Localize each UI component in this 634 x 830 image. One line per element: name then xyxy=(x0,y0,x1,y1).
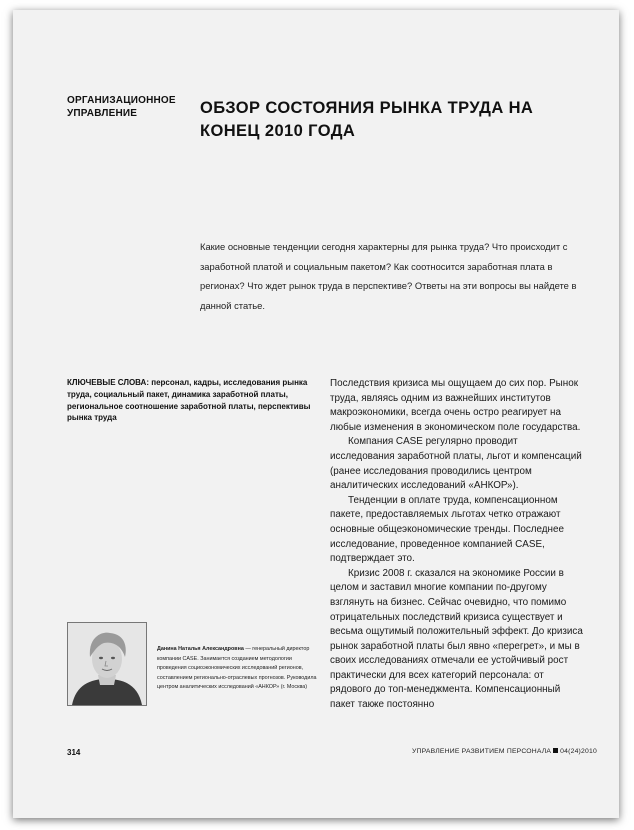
article-lead: Какие основные тенденции сегодня характерны для рынка труда? Что происходит с заработной платой и социальным пакетом? Как соотносится заработная плата в регионах? Что ждет рынок труда в перспективе? Ответы на эти вопросы вы найдете в данной статье. xyxy=(200,241,577,311)
author-description: — генеральный директор компании CASE. Занимается созданием методологии проведения социоэкономических исследований регионов, составлением регионально-отраслевых прогнозов. Руководила центром аналитических исследований «АНКОР» (г. Москва) xyxy=(157,646,317,690)
article-body xyxy=(330,377,584,713)
body-paragraph: Тенденции в оплате труда, компенсационном пакете, предоставляемых льготах четко отражают основные общеэкономические тренды. Последнее исследование, проведенное компанией CASE, подтверждает это. xyxy=(330,494,564,565)
body-paragraph: Последствия кризиса мы ощущаем до сих пор. Рынок труда, являясь одним из важнейших институтов макроэкономики, всегда очень остро реагирует на любые изменения в экономическом поле государства. xyxy=(330,378,581,433)
author-portrait-image xyxy=(68,623,146,705)
article-title: ОБЗОР СОСТОЯНИЯ РЫНКА ТРУДА НА КОНЕЦ 2010 ГОДА xyxy=(200,99,534,140)
journal-name: УПРАВЛЕНИЕ РАЗВИТИЕМ ПЕРСОНАЛА xyxy=(412,748,552,755)
page-number: 314 xyxy=(67,748,81,757)
author-photo xyxy=(67,622,147,706)
footer-journal xyxy=(412,748,597,755)
body-paragraph: Кризис 2008 г. сказался на экономике России в целом и заставил многие компании по-другому взглянуть на бизнес. Сейчас очевидно, что помимо отрицательных последствий кризиса существует и весьма ощутимый положительный эффект. До кризиса рынок заработной платы был явно «перегрет», и мы в своих исследованиях отмечали ее устойчивый рост практически для всех категорий персонала: от рядового до топ-менеджмента. Компенсационный пакет также постоянно xyxy=(330,567,583,711)
body-paragraph: Компания CASE регулярно проводит исследования заработной платы, льгот и компенсаций (ранее исследования проводились центром аналитических исследований «АНКОР»). xyxy=(330,436,582,492)
author-name: Данина Наталья Александровна xyxy=(157,646,244,652)
keywords-text: персонал, кадры, исследования рынка труда, социальный пакет, динамика заработной платы, региональное соотношение заработной платы, перспективы рынка труда xyxy=(67,378,311,423)
section-label: ОРГАНИЗАЦИОННОЕ УПРАВЛЕНИЕ xyxy=(67,95,176,119)
keywords-block xyxy=(67,377,317,424)
keywords-label: КЛЮЧЕВЫЕ СЛОВА: xyxy=(67,378,149,387)
author-bio xyxy=(157,645,320,693)
issue-number: 04(24)2010 xyxy=(560,748,597,755)
square-separator-icon xyxy=(553,748,558,753)
